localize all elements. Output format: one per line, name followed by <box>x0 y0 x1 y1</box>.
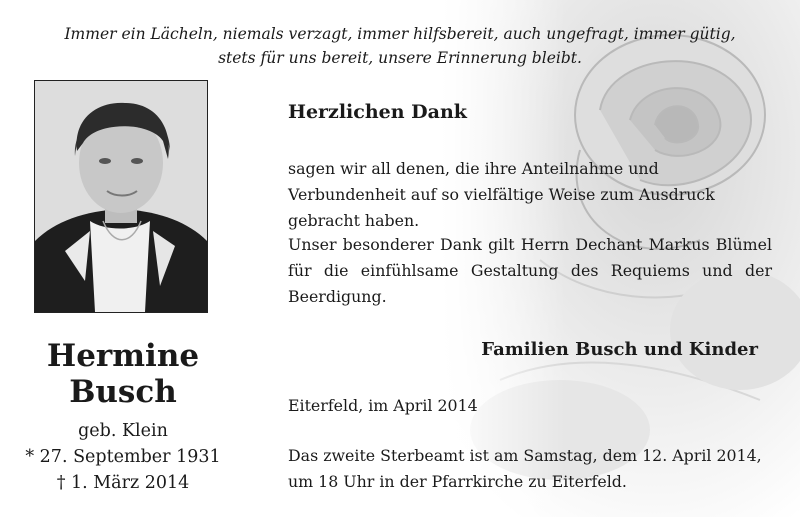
quote-line-1: Immer ein Lächeln, niemals verzagt, immer hilfsbereit, auch ungefragt, immer gütig, <box>64 25 736 43</box>
deceased-first-name: Hermine <box>46 338 200 374</box>
memorial-quote <box>0 22 800 70</box>
deceased-last-name: Busch <box>69 374 177 410</box>
place-and-date: Eiterfeld, im April 2014 <box>288 396 478 415</box>
death-date: † 1. März 2014 <box>56 473 190 493</box>
thanks-paragraph-2: Unser besonderer Dank gilt Herrn Dechant Markus Blümel für die einfühlsame Gestaltung des Requiems und der Beerdigung. <box>288 235 772 306</box>
service-announcement: Das zweite Sterbeamt ist am Samstag, dem 12. April 2014, um 18 Uhr in der Pfarrkirche zu Eiterfeld. <box>288 446 762 491</box>
portrait-photo <box>34 80 208 313</box>
family-signature: Familien Busch und Kinder <box>481 339 758 360</box>
birth-date: * 27. September 1931 <box>25 447 221 467</box>
quote-line-2: stets für uns bereit, unsere Erinnerung bleibt. <box>218 49 582 67</box>
birth-name: geb. Klein <box>78 421 168 441</box>
thanks-heading: Herzlichen Dank <box>288 101 467 123</box>
thanks-paragraph-1: sagen wir all denen, die ihre Anteilnahme und Verbundenheit auf so vielfältige Weise zum Ausdruck gebracht haben. <box>288 159 715 230</box>
portrait-image <box>35 81 207 312</box>
